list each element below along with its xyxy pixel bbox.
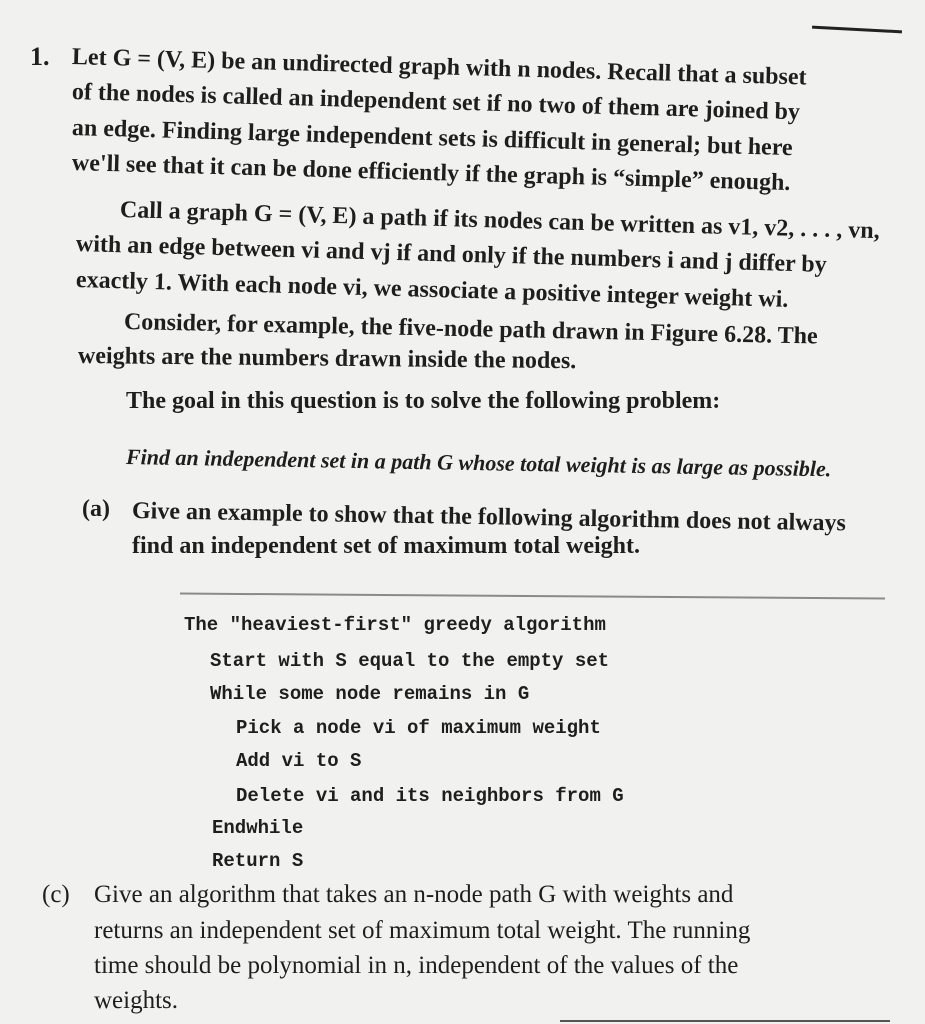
part-c-line-4: weights. [94, 987, 179, 1014]
para2-line-3: exactly 1. With each node vi, we associate a positive integer weight wi. [75, 267, 789, 313]
part-c-label: (c) [42, 881, 70, 908]
para3-line-1: Consider, for example, the five-node path drawn in Figure 6.28. The [123, 309, 818, 350]
bottom-rule [560, 1020, 890, 1022]
algorithm-title: The "heaviest-first" greedy algorithm [184, 614, 606, 636]
algorithm-line-7: Return S [212, 850, 304, 872]
problem-number: 1. [30, 42, 50, 71]
algorithm-line-2: While some node remains in G [210, 683, 530, 705]
para4: The goal in this question is to solve the following problem: [126, 388, 721, 414]
part-c-line-3: time should be polynomial in n, independent of the values of the [94, 952, 739, 979]
para1-line-2: of the nodes is called an independent set if no two of them are joined by [71, 79, 801, 126]
problem-statement: Find an independent set in a path G whose total weight is as large as possible. [125, 444, 832, 482]
top-edge-mark [812, 26, 902, 34]
para1-line-4: we'll see that it can be done efficiently if the graph is “simple” enough. [71, 150, 791, 197]
para2-line-2: with an edge between vi and vj if and only if the numbers i and j differ by [75, 231, 828, 278]
part-a-line-2: find an independent set of maximum total weight. [132, 533, 641, 559]
part-c-line-2: returns an independent set of maximum total weight. The running [94, 917, 751, 944]
para3-line-2: weights are the numbers drawn inside the nodes. [77, 343, 577, 375]
algorithm-line-3: Pick a node vi of maximum weight [236, 717, 601, 739]
para2-line-1: Call a graph G = (V, E) a path if its nodes can be written as v1, v2, . . . , vn, [119, 197, 881, 245]
algorithm-line-5: Delete vi and its neighbors from G [236, 785, 624, 807]
algorithm-line-4: Add vi to S [236, 750, 362, 772]
part-c-line-1: Give an algorithm that takes an n-node path G with weights and [94, 881, 734, 908]
para1-line-1: Let G = (V, E) be an undirected graph with n nodes. Recall that a subset [71, 44, 807, 91]
part-a-line-1: Give an example to show that the following algorithm does not always [131, 498, 847, 537]
para1-line-3: an edge. Finding large independent sets is difficult in general; but here [71, 115, 794, 162]
algorithm-top-rule [180, 593, 885, 600]
algorithm-line-6: Endwhile [212, 817, 304, 839]
algorithm-line-1: Start with S equal to the empty set [210, 650, 610, 672]
part-a-label: (a) [82, 496, 110, 522]
